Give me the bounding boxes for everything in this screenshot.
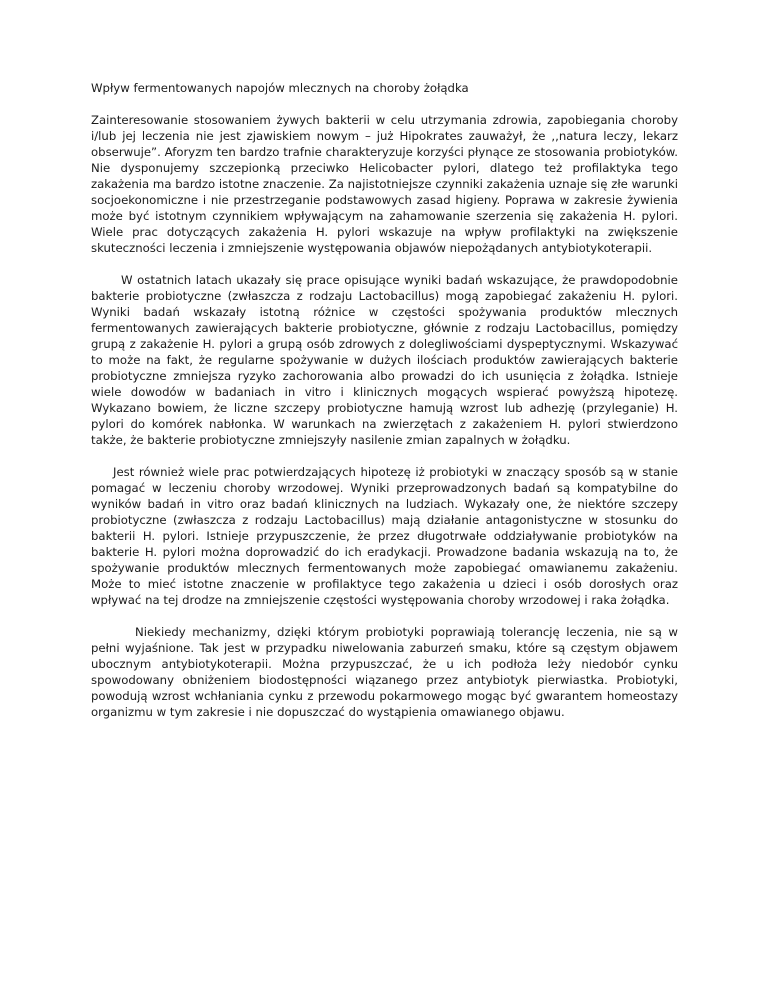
paragraph-3: Jest również wiele prac potwierdzających hipotezę iż probiotyki w znaczący sposób są w stanie pomagać w leczeniu choroby wrzodowej. Wyniki przeprowadzonych badań są kompatybilne do wyników badań in vitro oraz badań klinicznych na ludziach. Wykazały one, że niektóre szczepy probiotyczne (zwłaszcza z rodzaju Lactobacillus) mają działanie antagonistyczne w stosunku do bakterii H. pylori. Istnieje przypuszczenie, że przez długotrwałe oddziaływanie probiotyków na bakterie H. pylori można doprowadzić do ich eradykacji. Prowadzone badania wskazują na to, że spożywanie produktów mlecznych fermentowanych może zapobiegać omawianemu zakażeniu. Może to mieć istotne znaczenie w profilaktyce tego zakażenia u dzieci i osób dorosłych oraz wpływać na tej drodze na zmniejszenie częstości występowania choroby wrzodowej i raka żołądka. [91,465,678,607]
document-page [91,80,678,736]
paragraph-1: Zainteresowanie stosowaniem żywych bakterii w celu utrzymania zdrowia, zapobiegania choroby i/lub jej leczenia nie jest zjawiskiem nowym – już Hipokrates zauważył, że ,,natura leczy, lekarz obserwuje”. Aforyzm ten bardzo trafnie charakteryzuje korzyści płynące ze stosowania probiotyków. Nie dysponujemy szczepionką przeciwko Helicobacter pylori, dlatego też profilaktyka tego zakażenia ma bardzo istotne znaczenie. Za najistotniejsze czynniki zakażenia uznaje się złe warunki socjoekonomiczne i nie przestrzeganie podstawowych zasad higieny. Poprawa w zakresie żywienia może być istotnym czynnikiem wpływającym na zahamowanie szerzenia się zakażenia H. pylori. Wiele prac dotyczących zakażenia H. pylori wskazuje na wpływ profilaktyki na zwiększenie skuteczności leczenia i zmniejszenie występowania objawów niepożądanych antybiotykoterapii. [91,113,678,255]
paragraph-4: Niekiedy mechanizmy, dzięki którym probiotyki poprawiają tolerancję leczenia, nie są w pełni wyjaśnione. Tak jest w przypadku niwelowania zaburzeń smaku, które są częstym objawem ubocznym antybiotykoterapii. Można przypuszczać, że u ich podłoża leży niedobór cynku spowodowany obniżeniem biodostępności wiązanego przez antybiotyk pierwiastka. Probiotyki, powodują wzrost wchłaniania cynku z przewodu pokarmowego mogąc być gwarantem homeostazy organizmu w tym zakresie i nie dopuszczać do wystąpienia omawianego objawu. [91,625,678,719]
document-title: Wpływ fermentowanych napojów mlecznych na choroby żołądka [91,81,469,95]
paragraph-2: W ostatnich latach ukazały się prace opisujące wyniki badań wskazujące, że prawdopodobnie bakterie probiotyczne (zwłaszcza z rodzaju Lactobacillus) mogą zapobiegać zakażeniu H. pylori. Wyniki badań wskazały istotną różnice w częstości spożywania produktów mlecznych fermentowanych zawierających bakterie probiotyczne, głównie z rodzaju Lactobacillus, pomiędzy grupą z zakażenie H. pylori a grupą osób zdrowych z dolegliwościami dyspeptycznymi. Wskazywać to może na fakt, że regularne spożywanie w dużych ilościach produktów zawierających bakterie probiotyczne zmniejsza ryzyko zachorowania albo prowadzi do ich usunięcia z żołądka. Istnieje wiele dowodów w badaniach in vitro i klinicznych mogących wspierać powyższą hipotezę. Wykazano bowiem, że liczne szczepy probiotyczne hamują wzrost lub adhezję (przyleganie) H. pylori do komórek nabłonka. W warunkach na zwierzętach z zakażeniem H. pylori stwierdzono także, że bakterie probiotyczne zmniejszyły nasilenie zmian zapalnych w żołądku. [91,273,678,447]
